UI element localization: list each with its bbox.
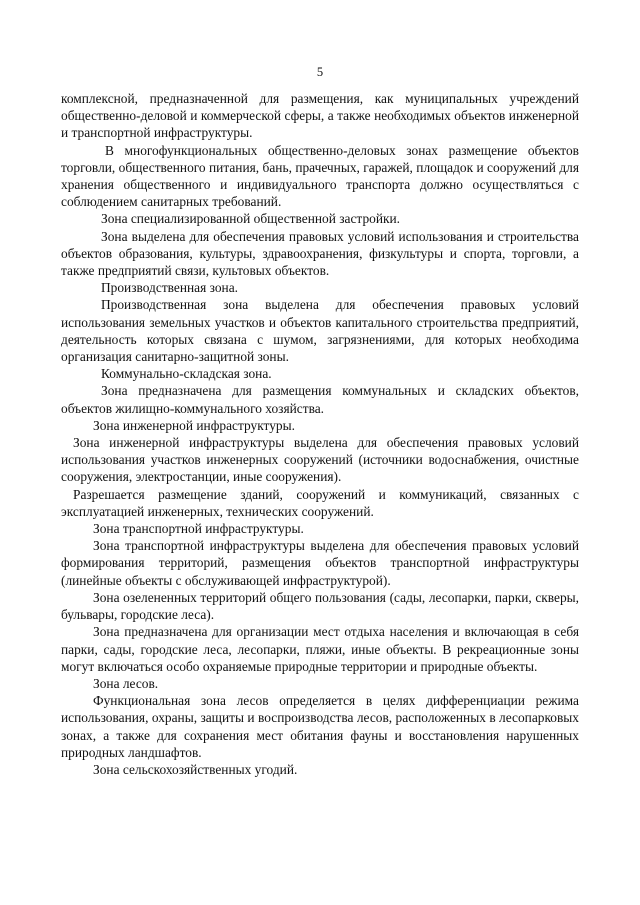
paragraph: Зона предназначена для организации мест отдыха населения и включающая в себя парки, сады, городские леса, лесопарки, пляжи, иные объекты. В рекреационные зоны могут включаться особо охраняемые природные территории и природные объекты. [61, 624, 579, 674]
paragraph: Функциональная зона лесов определяется в целях дифференциации режима использования, охраны, защиты и воспроизводства лесов, расположенных в лесопарковых зонах, а также для сохранения мест обитания фауны и восстановления нарушенных природных ландшафтов. [61, 693, 579, 760]
paragraph: Зона озелененных территорий общего пользования (сады, лесопарки, парки, скверы, бульвары, городские леса). [61, 589, 579, 623]
document-body [61, 90, 579, 778]
paragraph: Зона выделена для обеспечения правовых условий использования и строительства объектов образования, культуры, здравоохранения, физкультуры и спорта, торговли, а также предприятий связи, культовых объектов. [61, 228, 579, 279]
section-heading: Коммунально-складская зона. [101, 366, 272, 382]
section-heading: Зона специализированной общественной застройки. [101, 211, 401, 227]
paragraph: Производственная зона выделена для обеспечения правовых условий использования земельных участков и объектов капитального строительства предприятий, деятельность которых связана с шумом, загрязнениями, для которых необходима организация санитарно-защитной зоны. [61, 297, 579, 365]
section-heading: Зона транспортной инфраструктуры. [93, 521, 304, 537]
page-number: 5 [316, 65, 324, 79]
section-heading: Зона инженерной инфраструктуры. [93, 417, 295, 433]
paragraph: комплексной, предназначенной для размещения, как муниципальных учреждений общественно-деловой и коммерческой сферы, а также необходимых объектов инженерной и транспортной инфраструктуры. [61, 91, 579, 141]
paragraph: В многофункциональных общественно-деловых зонах размещение объектов торговли, общественного питания, бань, прачечных, гаражей, площадок и сооружений для хранения общественного и индивидуального транспорта должно осуществляться с соблюдением санитарных требований. [61, 142, 579, 210]
paragraph: Зона инженерной инфраструктуры выделена для обеспечения правовых условий использования участков инженерных сооружений (источники водоснабжения, очистные сооружения, электростанции, иные сооружения). [61, 435, 579, 485]
section-heading: Зона сельскохозяйственных угодий. [93, 761, 298, 777]
section-heading: Зона лесов. [93, 675, 159, 691]
section-heading: Производственная зона. [101, 280, 238, 296]
paragraph: Зона транспортной инфраструктуры выделена для обеспечения правовых условий формирования территорий, размещения объектов транспортной инфраструктуры (линейные объекты с обслуживающей инфраструктурой). [61, 538, 579, 588]
paragraph: Зона предназначена для размещения коммунальных и складских объектов, объектов жилищно-коммунального хозяйства. [61, 383, 579, 416]
paragraph: Разрешается размещение зданий, сооружений и коммуникаций, связанных с эксплуатацией инженерных, технических сооружений. [61, 486, 579, 519]
